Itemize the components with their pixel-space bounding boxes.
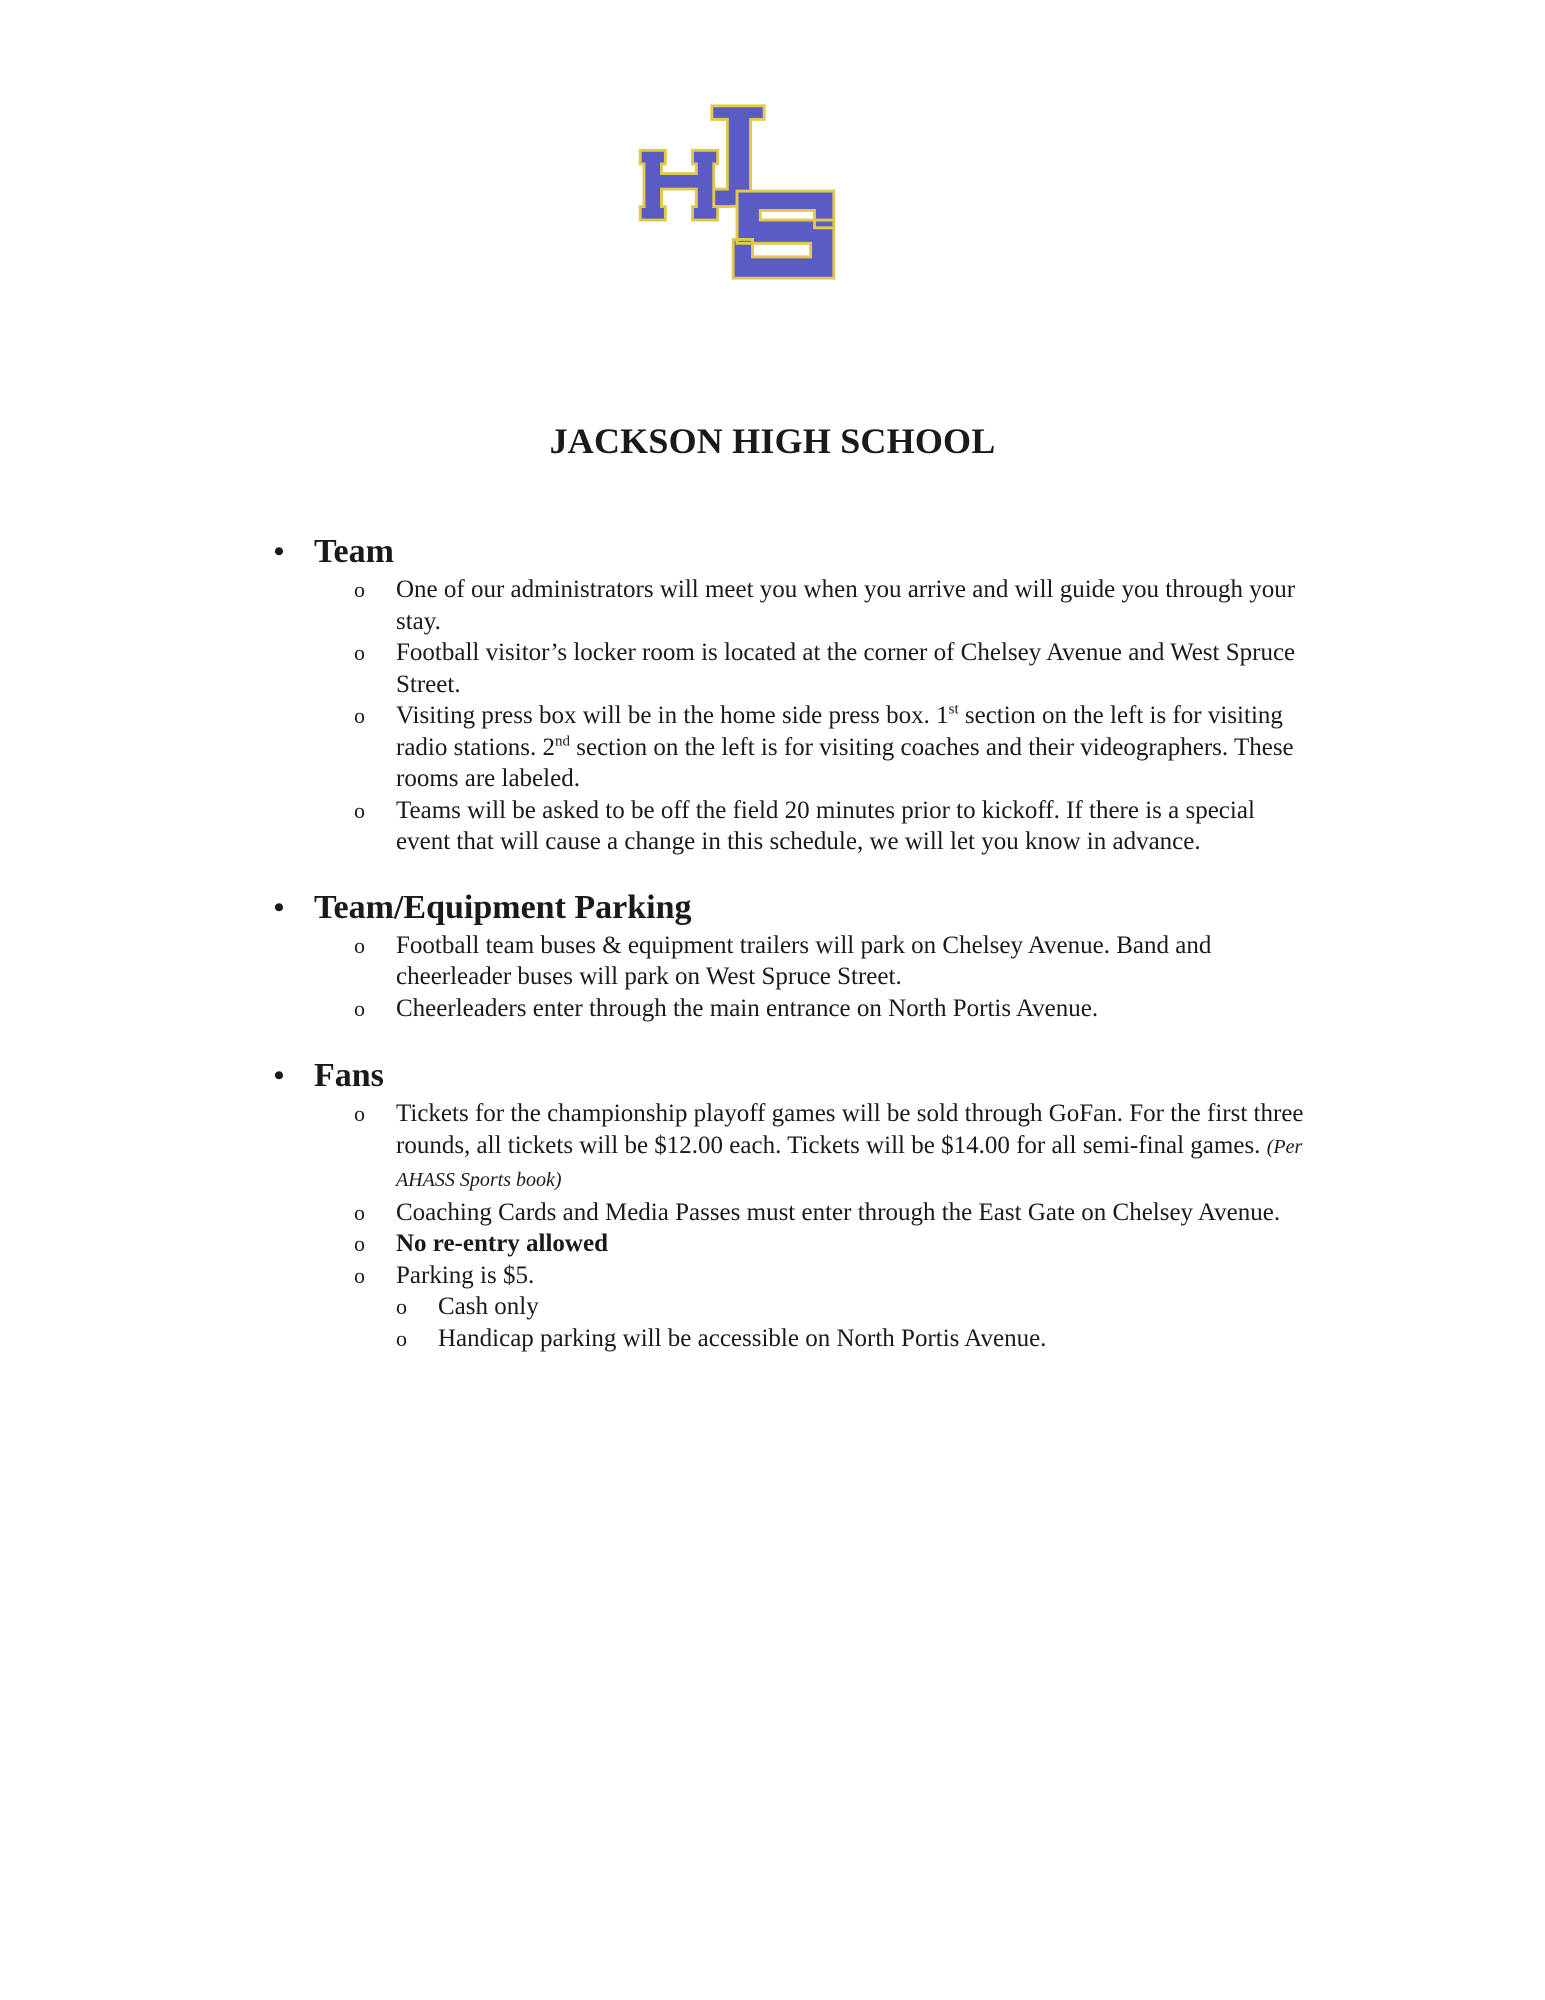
bullet-icon: • bbox=[273, 1059, 285, 1092]
jhs-logo-icon bbox=[636, 100, 840, 284]
sub-list-item: o Handicap parking will be accessible on North Portis Avenue. bbox=[272, 1323, 1312, 1355]
section-parking bbox=[272, 886, 1312, 1025]
list-item: o One of our administrators will meet you when you arrive and will guide you through your stay. bbox=[354, 576, 1296, 635]
list-item: o Cheerleaders enter through the main entrance on North Portis Avenue. bbox=[272, 993, 1312, 1025]
circle-bullet-icon: o bbox=[354, 577, 365, 602]
circle-bullet-icon: o bbox=[354, 932, 365, 958]
section-heading: • Fans bbox=[272, 1054, 1312, 1098]
item-list bbox=[272, 1098, 1312, 1291]
sub-item-list bbox=[272, 1291, 1312, 1354]
circle-bullet-icon: o bbox=[354, 1199, 365, 1225]
school-logo bbox=[636, 100, 840, 284]
section-heading: • Team/Equipment Parking bbox=[272, 886, 1312, 930]
list-item: o Visiting press box will be in the home side press box. 1st section on the left is for visiting radio stations. 2nd section on the left is for visiting coaches and their videographers. These rooms are labeled. bbox=[354, 701, 1294, 792]
section-heading: • Team bbox=[272, 530, 1312, 574]
source-note: (Per AHASS Sports book) bbox=[396, 1135, 1303, 1191]
bullet-icon: • bbox=[273, 890, 285, 924]
item-list bbox=[272, 930, 1312, 1025]
circle-bullet-icon: o bbox=[354, 1101, 365, 1126]
list-item: o No re-entry allowed bbox=[272, 1228, 1312, 1260]
circle-bullet-icon: o bbox=[354, 995, 365, 1021]
item-list bbox=[272, 574, 1312, 858]
list-item: o Teams will be asked to be off the field 20 minutes prior to kickoff. If there is a special event that will cause a change in this schedule, we will let you know in advance. bbox=[354, 796, 1255, 855]
list-item: o Tickets for the championship playoff games will be sold through GoFan. For the first three rounds, all tickets will be $12.00 each. Tickets will be $14.00 for all semi-final games. (Per AHASS Sports book) bbox=[354, 1100, 1304, 1191]
page-title: JACKSON HIGH SCHOOL bbox=[549, 421, 996, 461]
circle-bullet-icon: o bbox=[354, 1262, 365, 1288]
sub-list-item: o Cash only bbox=[272, 1291, 1312, 1323]
circle-bullet-icon: o bbox=[396, 1325, 407, 1351]
circle-bullet-icon: o bbox=[354, 1231, 365, 1256]
list-item: o Parking is $5. bbox=[272, 1260, 1312, 1292]
section-fans bbox=[272, 1054, 1312, 1354]
section-team bbox=[272, 530, 1312, 858]
list-item: o Coaching Cards and Media Passes must enter through the East Gate on Chelsey Avenue. bbox=[272, 1197, 1312, 1229]
circle-bullet-icon: o bbox=[354, 640, 365, 665]
circle-bullet-icon: o bbox=[354, 703, 365, 728]
list-item: o Football team buses & equipment trailers will park on Chelsey Avenue. Band and cheerleader buses will park on West Spruce Street. bbox=[354, 931, 1212, 990]
list-item: o Football visitor’s locker room is located at the corner of Chelsey Avenue and West Spruce Street. bbox=[354, 639, 1296, 698]
circle-bullet-icon: o bbox=[396, 1294, 407, 1319]
document-body bbox=[272, 530, 1312, 1354]
bullet-icon: • bbox=[273, 535, 285, 568]
circle-bullet-icon: o bbox=[354, 797, 365, 823]
